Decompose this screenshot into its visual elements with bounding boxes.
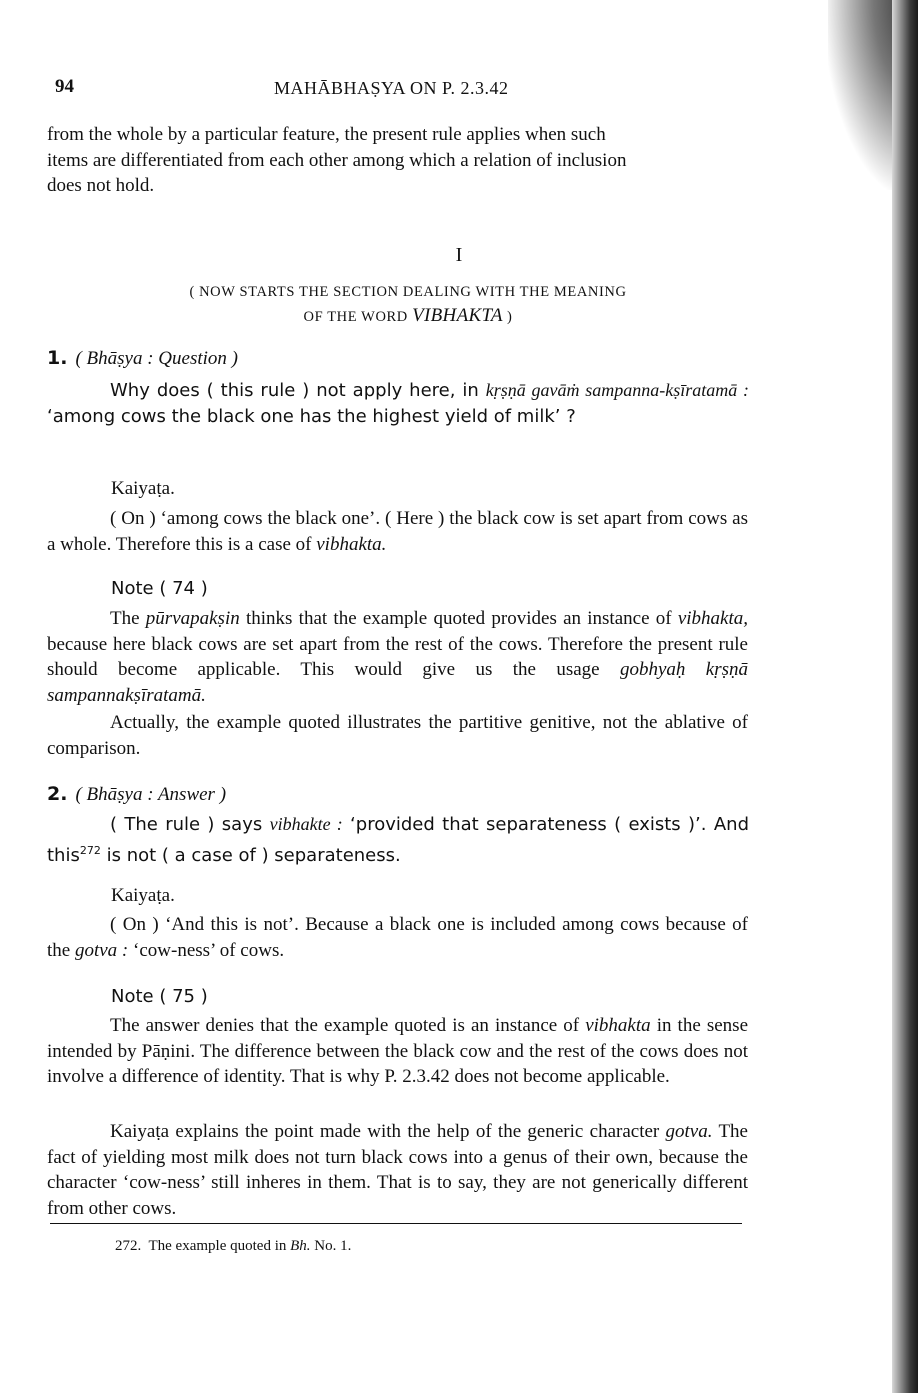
bhasya-label: ( Bhāṣya : Question ): [75, 348, 238, 369]
note-75-paragraph-2: Kaiyaṭa explains the point made with the help of the generic character gotva. The fact of yielding most milk does not turn black cows into a genus of their own, because the character ‘cow-ness’ still inheres in them. That is to say, they are not generically different from other cows.: [47, 1121, 748, 1219]
intro-line: from the whole by a particular feature, the present rule applies when such: [47, 124, 606, 145]
bhasya-2-answer: ( The rule ) says vibhakte : ‘provided that separateness ( exists )’. And this$^{272}$ is not ( a case of ) separateness.: [47, 814, 749, 866]
note-74-label: Note ( 74 ): [111, 578, 208, 599]
intro-line: does not hold.: [47, 175, 155, 196]
note-75-paragraph: The answer denies that the example quoted is an instance of vibhakta in the sense intended by Pāṇini. The difference between the black cow and the rest of the cows does not involve a difference of identity. That is why P. 2.3.42 does not become applicable.: [47, 1015, 749, 1087]
footnote-rule: [50, 1223, 742, 1224]
footnote-ref: 272: [79, 843, 101, 857]
section-heading-line: OF THE WORD VIBHAKTA ): [303, 305, 513, 326]
page-number: 94: [55, 76, 74, 97]
kaiyata-label: Kaiyaṭa.: [111, 885, 175, 906]
bhasya-label: ( Bhāṣya : Answer ): [75, 784, 227, 805]
footnote: 272. The example quoted in Bh. No. 1.: [115, 1238, 352, 1254]
bhasya-number: 2.: [47, 783, 68, 805]
bhasya-number: 1.: [47, 347, 68, 369]
kaiyata-label: Kaiyaṭa.: [111, 478, 175, 499]
section-heading-term: VIBHAKTA: [412, 305, 503, 326]
section-heading: [110, 280, 706, 329]
intro-paragraph: [47, 122, 748, 199]
intro-line: items are differentiated from each other among which a relation of inclusion: [47, 149, 627, 171]
note-74-paragraph: The pūrvapakṣin thinks that the example quoted provides an instance of vibhakta, because here black cows are set apart from the rest of the cows. Therefore the present rule should become applicable. This would give us the usage gobhyaḥ kṛṣṇā sampannakṣīratamā.: [47, 608, 749, 706]
note-75-label: Note ( 75 ): [111, 986, 208, 1007]
section-heading-line: ( NOW STARTS THE SECTION DEALING WITH THE MEANING: [189, 284, 627, 300]
section-numeral: I: [455, 244, 463, 266]
kaiyata-1-text: ( On ) ‘among cows the black one’. ( Here ) the black cow is set apart from cows as a whole. Therefore this is a case of vibhakta.: [47, 508, 748, 555]
page-edge-shadow: [892, 0, 918, 1393]
running-title: MAHĀBHAṢYA ON P. 2.3.42: [274, 78, 509, 98]
note-74-paragraph-2: Actually, the example quoted illustrates the partitive genitive, not the ablative of comparison.: [47, 712, 748, 759]
bhasya-2-heading: [47, 783, 226, 806]
bhasya-1-question: Why does ( this rule ) not apply here, in kṛṣṇā gavāṁ sampanna-kṣīratamā : ‘among cows the black one has the highest yield of milk’ ?: [47, 380, 749, 427]
kaiyata-2-text: ( On ) ‘And this is not’. Because a black one is included among cows because of the gotva : ‘cow-ness’ of cows.: [47, 914, 748, 961]
bhasya-1-heading: [47, 347, 238, 370]
